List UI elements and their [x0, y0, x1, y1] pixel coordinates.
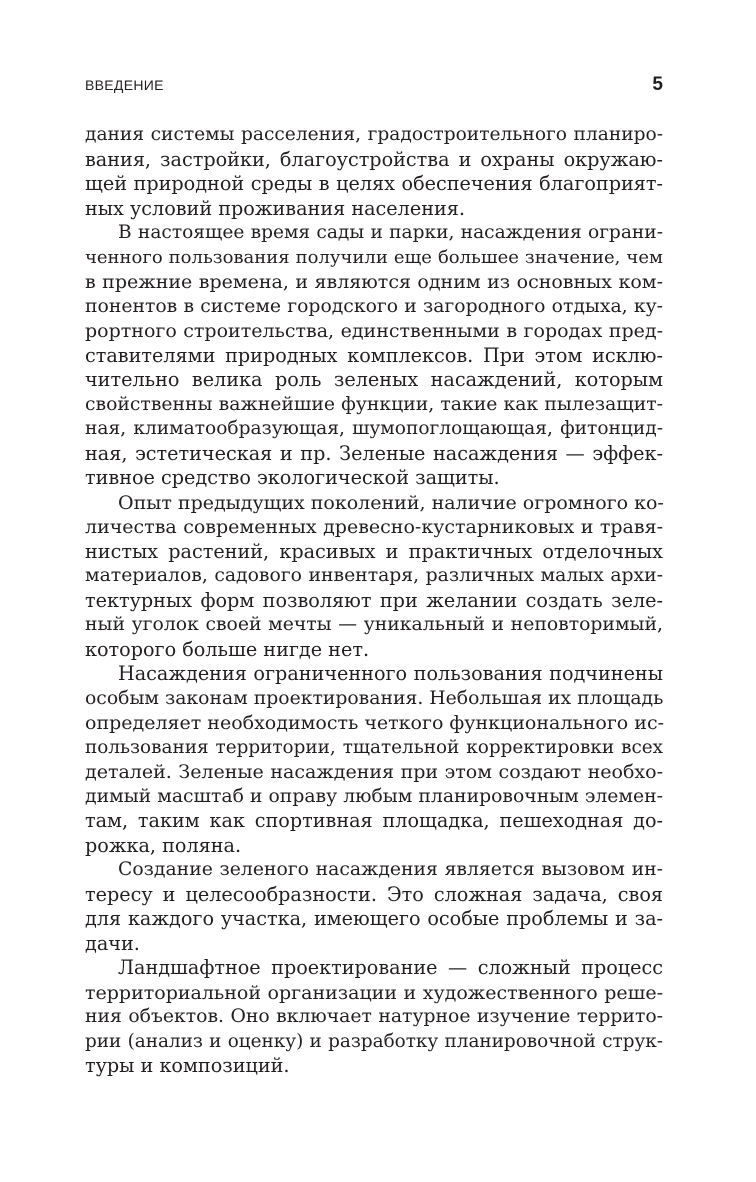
text-line: ставителями природных комплексов. При этом исклю-	[85, 343, 663, 367]
paragraph	[85, 123, 663, 221]
text-line: пользования территории, тщательной корректировки всех	[85, 736, 663, 758]
text-line: ченного пользования получили еще большее значение, чем	[85, 246, 663, 268]
text-line: чительно велика роль зеленых насаждений, которым	[85, 368, 663, 391]
text-line: ная, климатообразующая, шумопоглощающая, фитонцид-	[85, 418, 663, 439]
text-line: вания, застройки, благоустройства и охраны окружаю-	[85, 147, 663, 171]
page-number: 5	[652, 74, 663, 95]
paragraph	[85, 221, 663, 491]
paragraph	[85, 956, 663, 1079]
text-line: которого больше нигде нет.	[85, 637, 370, 661]
text-line: В настоящее время сады и парки, насаждения ограни-	[118, 222, 663, 243]
text-line: туры и композиций.	[85, 1054, 290, 1077]
text-line: димый масштаб и оправу любым планировочным элемен-	[85, 785, 663, 807]
paragraph	[85, 858, 663, 956]
text-line: тектурных форм позволяют при желании создать зеле-	[85, 588, 663, 612]
section-title: ВВЕДЕНИЕ	[85, 77, 164, 93]
text-line: дачи.	[85, 931, 140, 955]
text-line: рожка, поляна.	[85, 833, 242, 857]
text-line: рортного строительства, единственными в городах пред-	[85, 320, 663, 342]
text-line: в прежние времена, и являются одним из основных ком-	[85, 271, 663, 293]
text-line: особым законам проектирования. Небольшая их площадь	[85, 687, 664, 709]
text-line: ная, эстетическая и пр. Зеленые насаждения — эффек-	[85, 441, 663, 465]
text-line: нистых растений, красивых и практичных отделочных	[85, 539, 663, 563]
running-head	[85, 74, 663, 98]
text-line: для каждого участка, имеющего особые проблемы и за-	[85, 907, 663, 930]
text-line: тивное средство экологической защиты.	[85, 466, 500, 489]
text-line: дания системы расселения, градостроительного планиро-	[85, 124, 663, 145]
text-line: ния объектов. Оно включает натурное изучение террито-	[85, 1006, 663, 1027]
text-line: деталей. Зеленые насаждения при этом создают необхо-	[85, 761, 663, 783]
text-line: материалов, садового инвентаря, различных малых архи-	[85, 565, 663, 586]
paragraph	[85, 491, 663, 663]
text-line: тересу и целесообразности. Это сложная задача, своя	[85, 882, 663, 906]
text-line: понентов в системе городского и загородного отдыха, ку-	[85, 295, 663, 317]
text-line: Насаждения ограниченного пользования подчинены	[118, 662, 663, 685]
text-line: личества современных древесно-кустарниковых и травя-	[85, 516, 663, 538]
text-line: ный уголок своей мечты — уникальный и неповторимый,	[85, 614, 663, 635]
text-line: ных условий проживания населения.	[85, 196, 465, 220]
body-text	[85, 123, 663, 1079]
text-line: Опыт предыдущих поколений, наличие огромного ко-	[118, 491, 664, 514]
text-line: свойственны важнейшие функции, такие как пылезащит-	[85, 393, 663, 415]
text-line: там, таким как спортивная площадка, пешеходная до-	[85, 809, 663, 832]
text-line: щей природной среды в целях обеспечения благоприят-	[85, 172, 663, 195]
text-line: определяет необходимость четкого функционального ис-	[85, 712, 664, 734]
text-line: Создание зеленого насаждения является вызовом ин-	[118, 859, 663, 880]
text-line: Ландшафтное проектирование — сложный процесс	[118, 956, 663, 979]
paragraph	[85, 662, 663, 858]
text-line: рии (анализ и оценку) и разработку планировочной струк-	[85, 1030, 663, 1052]
text-line: территориальной организации и художественного реше-	[85, 981, 663, 1004]
